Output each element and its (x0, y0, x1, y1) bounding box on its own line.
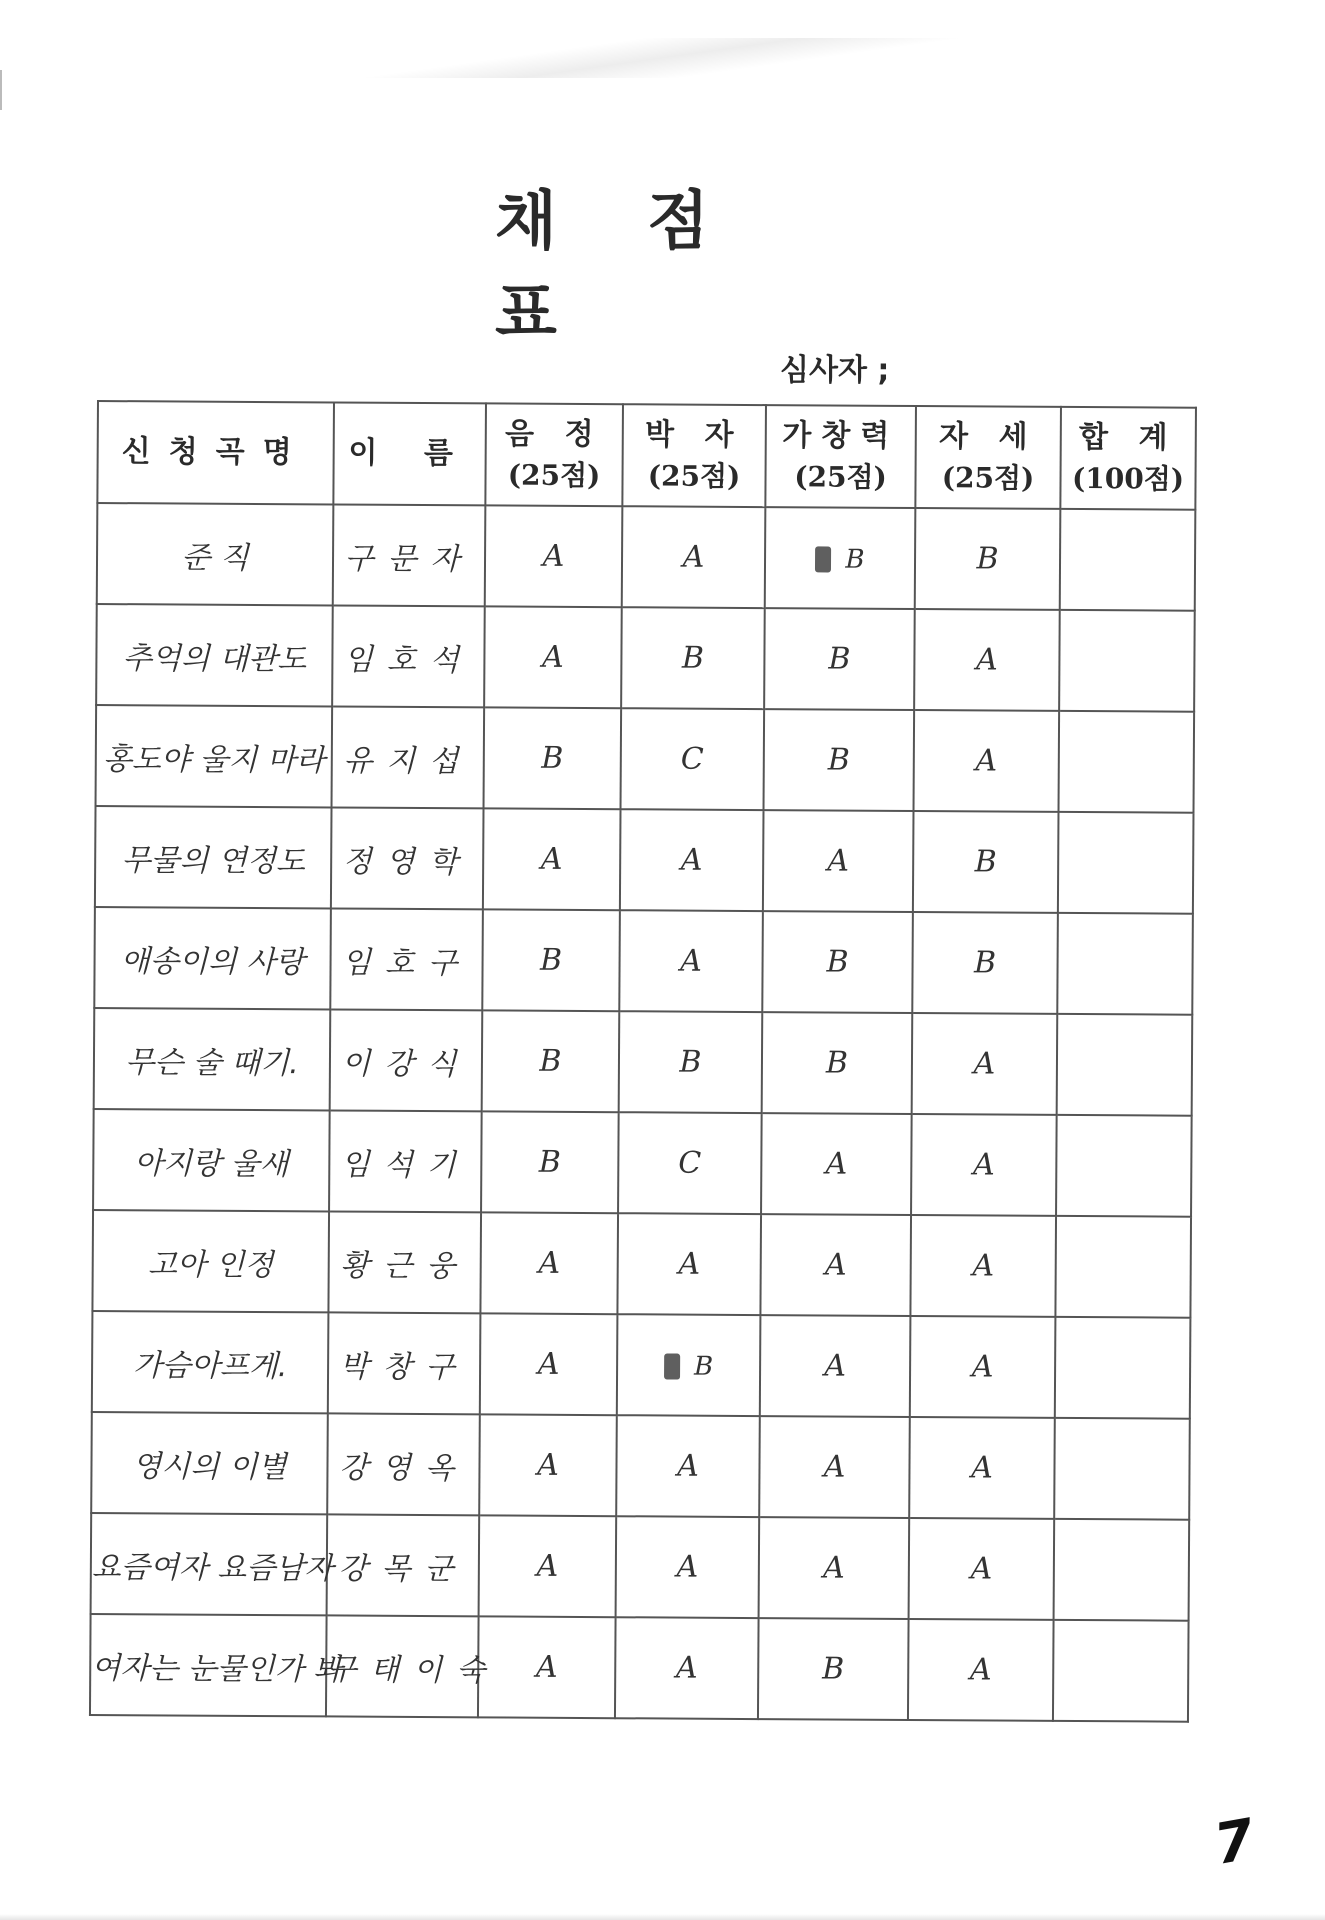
name-cell: 강목군 (327, 1514, 480, 1616)
posture-grade-cell: A (914, 710, 1060, 812)
song-cell: 가슴아프게. (92, 1311, 329, 1413)
table-row (96, 705, 1195, 813)
vocal-grade-cell: B (764, 608, 915, 710)
pitch-grade-cell: A (479, 1515, 617, 1617)
table-row (93, 1109, 1192, 1217)
corrected-grade: B (693, 1351, 714, 1382)
posture-grade-cell: A (914, 609, 1060, 711)
name-cell: 황근웅 (328, 1211, 481, 1313)
scan-shadow-bottom (0, 1914, 1325, 1920)
table-row (96, 604, 1195, 712)
rhythm-grade-cell: A (617, 1213, 761, 1315)
vocal-grade-cell (765, 507, 916, 609)
vocal-grade-cell: B (762, 1012, 913, 1114)
table-header-row (97, 401, 1196, 510)
posture-grade-cell: A (911, 1114, 1057, 1216)
col-header-total: 합 계 (100점) (1060, 407, 1196, 510)
song-cell: 여자는 눈물인가 봐 (90, 1614, 327, 1716)
name-cell: 임호석 (332, 605, 485, 707)
col-header-rhythm: 박 자 (25점) (622, 404, 766, 507)
rhythm-grade-cell: A (616, 1415, 760, 1517)
table-row (94, 907, 1193, 1015)
rhythm-grade-cell: A (622, 506, 766, 608)
rhythm-grade-cell: A (615, 1617, 759, 1719)
name-cell: 구태이숙 (326, 1615, 479, 1717)
total-cell (1060, 509, 1196, 611)
rhythm-grade-cell: C (618, 1112, 762, 1214)
table-row (92, 1311, 1191, 1419)
vocal-grade-cell: A (763, 810, 914, 912)
name-cell: 임호구 (330, 908, 483, 1010)
table-row (91, 1513, 1190, 1621)
col-header-vocal: 가창력 (25점) (765, 405, 916, 508)
posture-grade-cell: A (910, 1316, 1056, 1418)
posture-grade-cell: A (909, 1518, 1055, 1620)
total-cell (1053, 1620, 1189, 1722)
vocal-grade-cell: B (758, 1618, 909, 1720)
col-header-posture: 자 세 (25점) (915, 406, 1061, 509)
page-title: 채 점 표 (495, 185, 743, 351)
scan-shadow-left (0, 70, 2, 110)
score-table (89, 400, 1197, 1723)
song-cell: 준 직 (97, 503, 334, 605)
pitch-grade-cell: B (482, 909, 620, 1011)
col-header-name: 이 름 (333, 402, 486, 505)
total-cell (1055, 1216, 1191, 1318)
song-cell: 무슨 술 때기. (94, 1008, 331, 1110)
total-cell (1054, 1418, 1190, 1520)
col-header-song: 신청곡명 (97, 401, 334, 504)
song-cell: 아지랑 울새 (93, 1109, 330, 1211)
vocal-grade-cell: A (759, 1517, 910, 1619)
pitch-grade-cell: A (484, 606, 622, 708)
song-cell: 요즘여자 요즘남자 (91, 1513, 328, 1615)
song-cell: 고아 인정 (92, 1210, 329, 1312)
vocal-grade-cell: A (760, 1214, 911, 1316)
song-cell: 무물의 연정도 (95, 806, 332, 908)
name-cell: 유지섭 (332, 706, 485, 808)
vocal-grade-cell: A (759, 1416, 910, 1518)
total-cell (1059, 610, 1195, 712)
vocal-grade-cell: B (762, 911, 913, 1013)
total-cell (1058, 812, 1194, 914)
pitch-grade-cell: A (479, 1414, 617, 1516)
rhythm-grade-cell: B (621, 607, 765, 709)
struck-out-grade (815, 546, 831, 572)
total-cell (1057, 1014, 1193, 1116)
pitch-grade-cell: B (482, 1010, 620, 1112)
table-row (92, 1210, 1191, 1318)
total-cell (1054, 1519, 1190, 1621)
posture-grade-cell: A (912, 1013, 1058, 1115)
name-cell: 구문자 (333, 504, 486, 606)
page-number-mark: 7 (1209, 1807, 1260, 1878)
table-row (94, 1008, 1193, 1116)
total-cell (1056, 1115, 1192, 1217)
pitch-grade-cell: A (485, 505, 623, 607)
rhythm-grade-cell: A (620, 809, 764, 911)
name-cell: 정영학 (331, 807, 484, 909)
table-row (97, 503, 1196, 611)
posture-grade-cell: A (910, 1215, 1056, 1317)
pitch-grade-cell: A (480, 1212, 618, 1314)
pitch-grade-cell: B (481, 1111, 619, 1213)
vocal-grade-cell: A (760, 1315, 911, 1417)
judge-line (780, 345, 1100, 389)
song-cell: 홍도야 울지 마라 (96, 705, 333, 807)
song-cell: 영시의 이별 (91, 1412, 328, 1514)
rhythm-grade-cell: C (621, 708, 765, 810)
judge-label: 심사자 ; (780, 353, 890, 388)
table-row (90, 1614, 1189, 1722)
posture-grade-cell: A (909, 1417, 1055, 1519)
total-cell (1059, 711, 1195, 813)
corrected-grade: B (845, 544, 865, 575)
table-row (91, 1412, 1190, 1520)
posture-grade-cell: B (912, 912, 1058, 1014)
name-cell: 임석기 (329, 1110, 482, 1212)
rhythm-grade-cell (617, 1314, 761, 1416)
posture-grade-cell: B (913, 811, 1059, 913)
name-cell: 강영옥 (327, 1413, 480, 1515)
col-header-pitch: 음 정 (25점) (485, 403, 623, 506)
total-cell (1055, 1317, 1191, 1419)
rhythm-grade-cell: A (616, 1516, 760, 1618)
table-row (95, 806, 1194, 914)
name-cell: 박창구 (328, 1312, 481, 1414)
rhythm-grade-cell: A (619, 910, 763, 1012)
name-cell: 이강식 (330, 1009, 483, 1111)
vocal-grade-cell: B (764, 709, 915, 811)
vocal-grade-cell: A (761, 1113, 912, 1215)
total-cell (1057, 913, 1193, 1015)
rhythm-grade-cell: B (619, 1011, 763, 1113)
struck-out-grade (664, 1353, 680, 1379)
pitch-grade-cell: A (480, 1313, 618, 1415)
posture-grade-cell: A (908, 1619, 1054, 1721)
posture-grade-cell: B (915, 508, 1061, 610)
song-cell: 추억의 대관도 (96, 604, 333, 706)
pitch-grade-cell: A (478, 1616, 616, 1718)
song-cell: 애송이의 사랑 (94, 907, 331, 1009)
scan-shadow-top (0, 38, 1325, 78)
pitch-grade-cell: B (484, 707, 622, 809)
pitch-grade-cell: A (483, 808, 621, 910)
